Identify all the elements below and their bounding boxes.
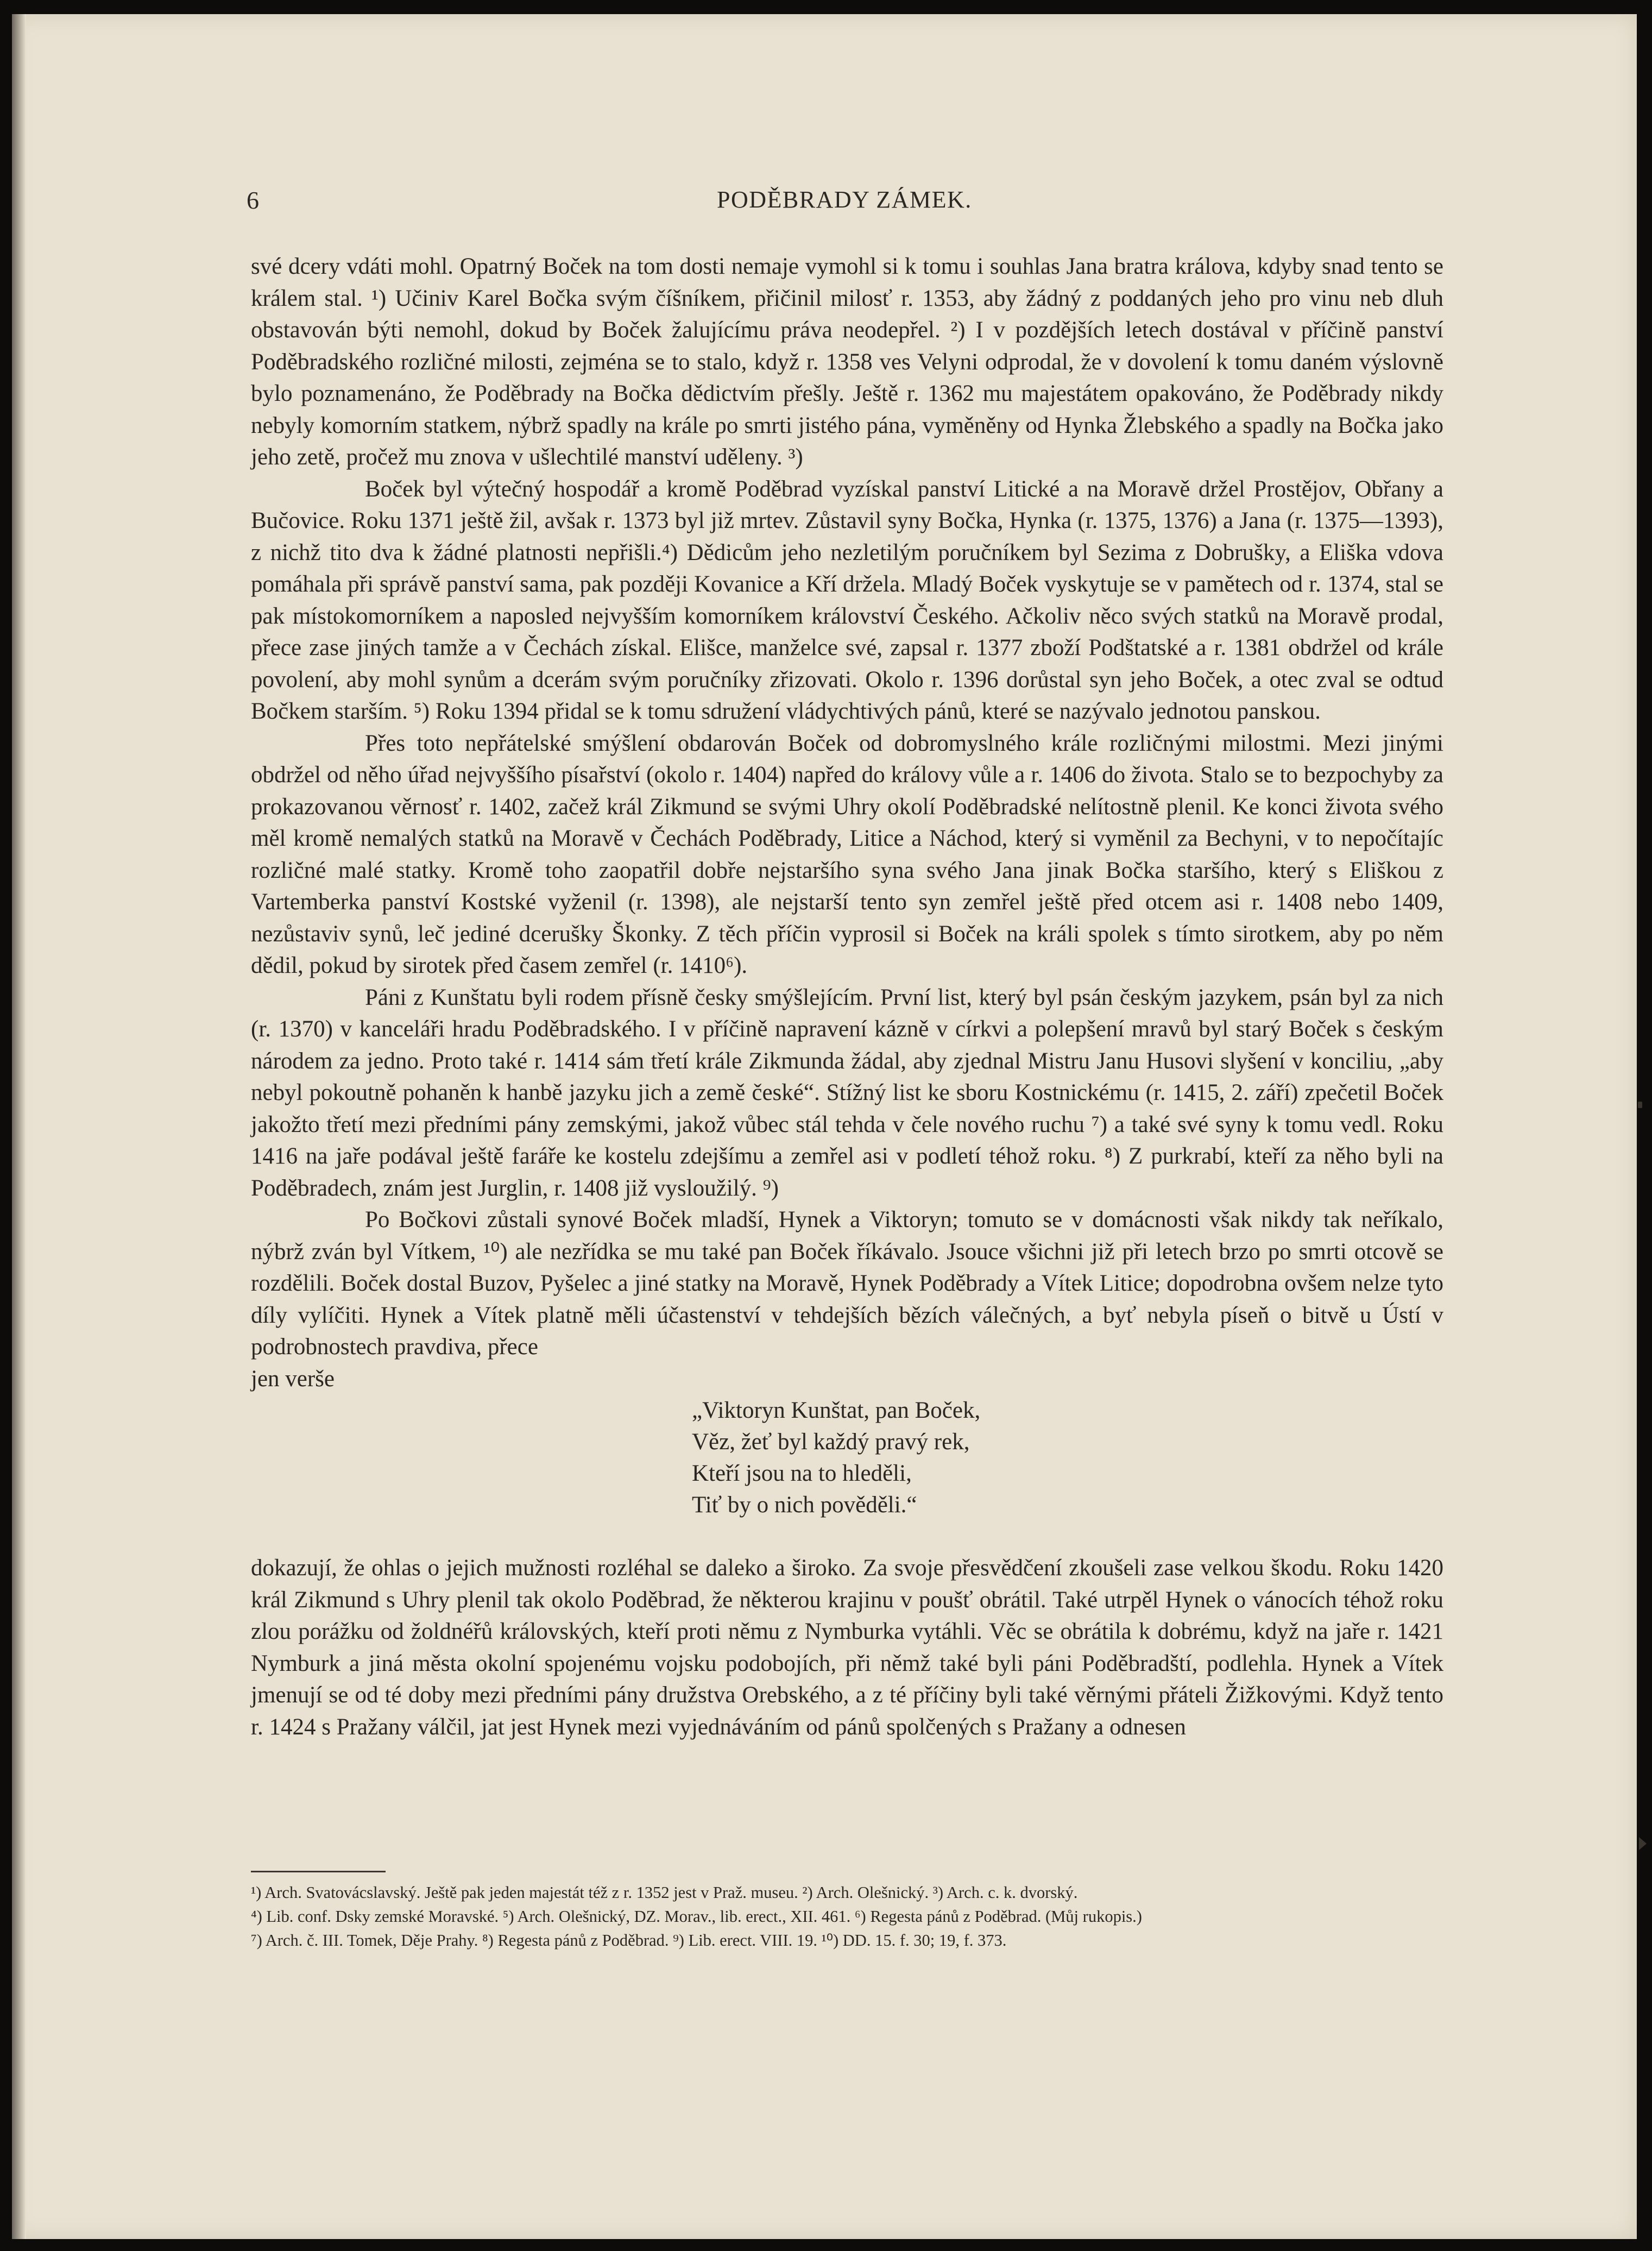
footnote-divider bbox=[251, 1871, 386, 1872]
paragraph: Boček byl výtečný hospodář a kromě Poděbrad vyzískal panství Litické a na Moravě držel Prostějov, Obřany a Bučovice. Roku 1371 ještě žil, avšak r. 1373 byl již mrtev. Zůstavil syny Bočka, Hynka (r. 1375, 1376) a Jana (r. 1375—1393), z nichž tito dva k žádné platnosti nepřišli.⁴) Dědicům jeho nezletilým poručníkem byl Sezima z Dobrušky, a Eliška vdova pomáhala při správě panství sama, pak později Kovanice a Kří držela. Mladý Boček vyskytuje se v pamětech od r. 1374, stal se pak místokomorníkem a naposled nejvyšším komorníkem království Českého. Ačkoliv něco svých statků na Moravě prodal, přece zase jiných tamže a v Čechách získal. Elišce, manželce své, zapsal r. 1377 zboží Podštatské a r. 1381 obdržel od krále povolení, aby mohl synům a dcerám svým poručníky zřizovati. Okolo r. 1396 dorůstal syn jeho Boček, a otec zval se odtud Bočkem starším. ⁵) Roku 1394 přidal se k tomu sdružení vládychtivých pánů, které se nazývalo jednotou panskou. bbox=[251, 476, 1443, 724]
verse-quote bbox=[251, 1395, 1443, 1521]
margin-arrow-mark bbox=[1639, 1837, 1647, 1850]
verse-intro: jen verše bbox=[251, 1366, 335, 1392]
paragraph: své dcery vdáti mohl. Opatrný Boček na tom dosti nemaje vymohl si k tomu i souhlas Jana bratra králova, kdyby snad tento se králem stal. ¹) Učiniv Karel Bočka svým číšníkem, přičinil milosť r. 1353, aby žádný z poddaných jeho pro vinu neb dluh obstavován býti nemohl, dokud by Boček žalujícímu práva neodepřel. ²) I v pozdějších letech dostával v příčině panství Poděbradského rozličné milosti, zejména se to stalo, když r. 1358 ves Velyni odprodal, že v dovolení k tomu daném výslovně bylo poznamenáno, že Poděbrady na Bočka dědictvím přešly. Ještě r. 1362 mu majestátem opakováno, že Poděbrady nikdy nebyly komorním statkem, nýbrž spadly na krále po smrti jistého pána, vyměněny od Hynka Žlebského a spadly na Bočka jako jeho zetě, pročež mu znova v ušlechtilé manství uděleny. ³) bbox=[251, 254, 1443, 470]
paragraph: Přes toto nepřátelské smýšlení obdarován Boček od dobromyslného krále rozličnými milostmi. Mezi jinými obdržel od něho úřad nejvyššího písařství (okolo r. 1404) napřed do královy vůle a r. 1406 do života. Stalo se to bezpochyby za prokazovanou věrnosť r. 1402, začež král Zikmund se svými Uhry okolí Poděbradské nelítostně plenil. Ke konci života svého měl kromě nemalých statků na Moravě v Čechách Poděbrady, Litice a Náchod, který si vyměnil za Bechyni, v to nepočítajíc rozličné malé statky. Kromě toho zaopatřil dobře nejstaršího syna svého Jana jinak Bočka staršího, který s Eliškou z Vartemberka panství Kostské vyženil (r. 1398), ale nejstarší tento syn zemřel ještě před otcem asi r. 1408 nebo 1409, nezůstaviv synů, leč jediné dcerušky Škonky. Z těch příčin vyprosil si Boček na králi spolek s tímto sirotkem, aby po něm dědil, pokud by sirotek před časem zemřel (r. 1410⁶). bbox=[251, 730, 1443, 978]
paragraph: dokazují, že ohlas o jejich mužnosti rozléhal se daleko a široko. Za svoje přesvědčení zkoušeli zase velkou škodu. Roku 1420 král Zikmund s Uhry plenil tak okolo Poděbrad, že některou krajinu v poušť obrátil. Také utrpěl Hynek o vánocích téhož roku zlou porážku od žoldnéřů královských, kteří proti němu z Nymburka vytáhli. Věc se obrátila k dobrému, když na jaře r. 1421 Nymburk a jiná města okolní spojenému vojsku podobojích, při němž také byli páni Poděbradští, podlehla. Hynek a Vítek jmenují se od té doby mezi předními pány družstva Orebského, a z té příčiny byli také věrnými přáteli Žižkovými. Když tento r. 1424 s Pražany válčil, jat jest Hynek mezi vyjednáváním od pánů spolčených s Pražany a odnesen bbox=[251, 1555, 1443, 1740]
page-gutter bbox=[12, 14, 26, 2239]
verse-line: Věz, žeť byl každý pravý rek, bbox=[692, 1429, 970, 1455]
footnote-line: ⁷) Arch. č. III. Tomek, Děje Prahy. ⁸) Regesta pánů z Poděbrad. ⁹) Lib. erect. VIII. 19. ¹⁰) DD. 15. f. 30; 19, f. 373. bbox=[251, 1931, 1007, 1950]
verse-line: Tiť by o nich pověděli.“ bbox=[692, 1492, 917, 1518]
main-text bbox=[251, 251, 1443, 1743]
footnotes bbox=[251, 1881, 1443, 1952]
margin-dot-mark bbox=[1638, 1102, 1642, 1108]
paragraph: Páni z Kunštatu byli rodem přísně česky smýšlejícím. První list, který byl psán českým jazykem, psán byl za nich (r. 1370) v kanceláři hradu Poděbradského. I v příčině napravení kázně v církvi a polepšení mravů byl starý Boček s českým národem za jedno. Proto také r. 1414 sám třetí krále Zikmunda žádal, aby zjednal Mistru Janu Husovi slyšení v konciliu, „aby nebyl pokoutně pohaněn k hanbě jazyku jich a země české“. Stížný list ke sboru Kostnickému (r. 1415, 2. září) zpečetil Boček jakožto třetí mezi předními pány zemskými, jakož vůbec stál tehda v čele nového ruchu ⁷) a také své syny k tomu vedl. Roku 1416 na jaře podával ještě faráře ke kostelu zdejšímu a zemřel asi v podletí téhož roku. ⁸) Z purkrabí, kteří za něho byli na Poděbradech, znám jest Jurglin, r. 1408 již vysloužilý. ⁹) bbox=[251, 984, 1443, 1201]
footnote-line: ⁴) Lib. conf. Dsky zemské Moravské. ⁵) Arch. Olešnický, DZ. Morav., lib. erect., XII. 461. ⁶) Regesta pánů z Poděbrad. (Můj rukopis.) bbox=[251, 1907, 1142, 1926]
footnote-line: ¹) Arch. Svatovácslavský. Ještě pak jeden majestát též z r. 1352 jest v Praž. museu. ²) Arch. Olešnický. ³) Arch. c. k. dvorský. bbox=[251, 1883, 1078, 1902]
verse-line: Kteří jsou na to hleděli, bbox=[692, 1461, 912, 1486]
page-number: 6 bbox=[247, 186, 259, 214]
running-title: PODĚBRADY ZÁMEK. bbox=[717, 186, 972, 213]
paragraph: Po Bočkovi zůstali synové Boček mladší, Hynek a Viktoryn; tomuto se v domácnosti však nikdy tak neříkalo, nýbrž zván byl Vítkem, ¹⁰) ale nezřídka se mu také pan Boček říkávalo. Jsouce všichni již při letech brzo po smrti otcově se rozdělili. Boček dostal Buzov, Pyšelec a jiné statky na Moravě, Hynek Poděbrady a Vítek Litice; dopodrobna ovšem nelze tyto díly vylíčiti. Hynek a Vítek platně měli účastenství v tehdejších bězích válečných, a byť nebyla píseň o bitvě u Ústí v podrobnostech pravdiva, přece bbox=[251, 1207, 1443, 1360]
verse-line: „Viktoryn Kunštat, pan Boček, bbox=[692, 1398, 981, 1423]
